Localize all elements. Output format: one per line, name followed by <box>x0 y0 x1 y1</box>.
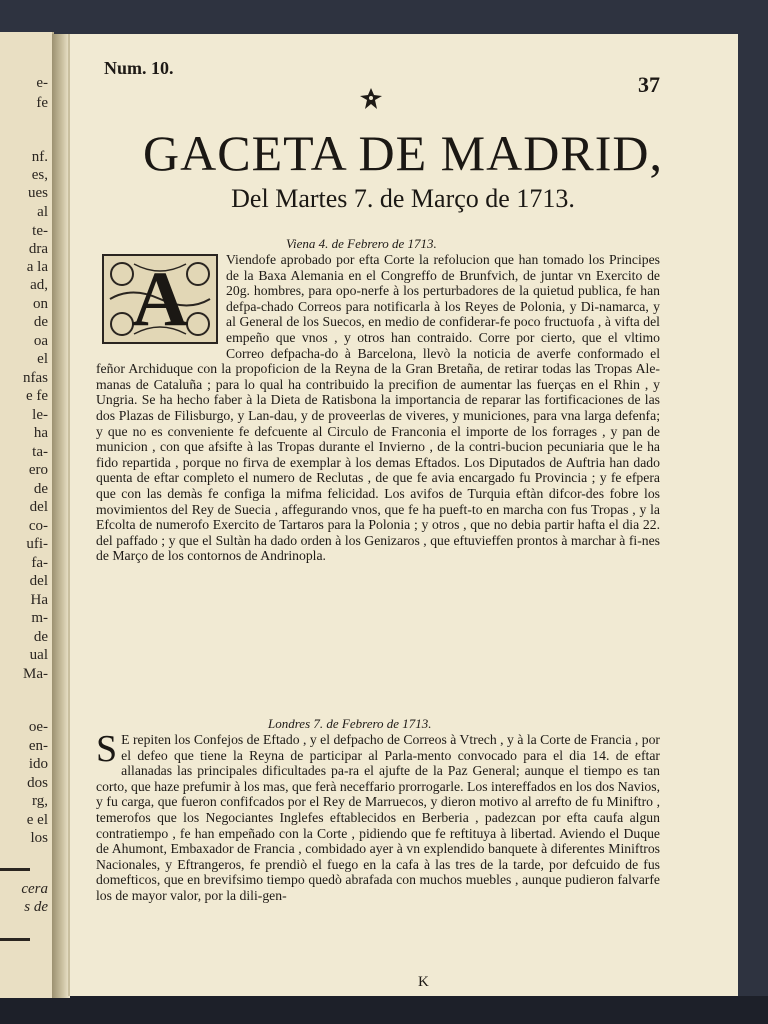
previous-page-edge <box>0 32 54 998</box>
article-body: Viendofe aprobado por efta Corte la refolucion que han tomado los Principes de la Baxa Alemania en el Congreffo de Brunfvich, de juntar vn Exercito de 20g. hombres, para opo-nerfe à los perturbadores de la quietud publica, fe han defpa-chado Correos para notificarla à los Reyes de Polonia, y Di-namarca, y al General de los Suecos, en medio de confiderar-fe poco fructuofa , à vifta del empeño que vnos , y otros han contraido. Corre por cierto, que el vltimo Correo defpacha-do à Barcelona, llevò la noticia de averfe conformado el feñor Archiduque con la propoficion de la Reyna de la Gran Bretaña, de retirar todas las Tropas Ale-manas de Cataluña ; para lo qual ha contribuido la precifion de aumentar las fuerças en el Rhin , y Ungria. Se ha hecho faber à la Dieta de Ratisbona la importancia de reparar las fortificaciones de las dos Plazas de Filisburgo, y Lan-dau, y de proveerlas de viveres, y municiones, para vna larga defenfa; y que no es conveniente fe defcuente al Circulo de Franconia el importe de los forrages , y pan de municion , con que afsifte à las Tropas durante el Invierno , de la contri-bucion pecuniaria que le ha fido repartida , porque no firva de exemplar à los demas Eftados. Los Diputados de Auftria han dado quenta de eftar completo el numero de Reclutas , de que fe avia encargado fu Provincia ; y fe efpera que con las demàs fe configa la mifma felicidad. Los avifos de Turquia eftàn difcor-des fobre los movimientos del Rey de Suecia , affegurando vnos, que fe ha pueft-to en marcha con fus Tropas , y la Efcolta de numerofo Exercito de Tartaros para la Polonia ; y otros , que no debia partir hafta el dia 22. del paffado ; y que el Sultàn ha dado orden à los Genizaros , que eftuvieffen prontos à marchar à fi-nes de Março de los contornos de Andrinopla. <box>96 252 660 564</box>
left-fragment: dra <box>28 241 48 257</box>
left-fragment: ad, <box>30 277 48 293</box>
left-fragment: ual <box>29 647 48 663</box>
left-fragment: del <box>29 499 48 515</box>
left-fragment: de <box>33 629 48 645</box>
left-fragment: del <box>29 573 48 589</box>
drop-cap-letter: A <box>131 255 189 342</box>
left-fragment: e- <box>36 75 48 91</box>
left-fragment: on <box>33 296 48 312</box>
dateline-vienna: Viena 4. de Febrero de 1713. <box>286 236 437 251</box>
left-fragment: ta- <box>32 444 48 460</box>
left-fragment: e fe <box>25 388 48 404</box>
left-fragment: en- <box>28 738 48 754</box>
left-fragment: oa <box>33 333 48 349</box>
left-fragment: a la <box>26 259 48 275</box>
left-fragment: ha <box>33 425 48 441</box>
left-fragment: de <box>33 314 48 330</box>
left-fragment: fa- <box>31 555 48 571</box>
left-fragment: nf. <box>31 149 48 165</box>
left-fragment: al <box>37 204 48 220</box>
left-fragment: de <box>33 481 48 497</box>
left-fragment: fe <box>36 95 48 111</box>
issue-date: Del Martes 7. de Março de 1713. <box>231 184 575 213</box>
rule-divider <box>0 868 30 871</box>
background-strip <box>0 996 768 1024</box>
article-body: E repiten los Confejos de Eftado , y el defpacho de Correos à Vtrech , y à la Corte de Francia , por el defeo que tiene la Reyna de participar al Parla-mento convocado para el dia 14. de eftar allanadas las principales dificultades pa-ra el ajufte de la Paz General; aunque el tiempo es tan corto, que haze prefumir à los mas, que ferà neceffario prorrogarle. Los intereffados en los dos Navios, y fu carga, que fueron confifcados por el Rey de Marruecos, y dieron motivo al arrefto de fu Miniftro , temerofos que los Negociantes Inglefes eftablecidos en Berberia , padezcan por efta caufa algun contratiempo , fe han empeñado con la Corte , pidiendo que fe reftituya à libertad. Aviendo el Duque de Ahumont, Embaxador de Francia , combidado ayer à vn explendido banquete à diferentes Miniftros Nacionales, y Eftrangeros, fe prendiò el fuego en la cafa à las tres de la tarde, por defcuido de fus domefticos, que en brevifsimo tiempo quedò abrafada con muchos muebles , aunque pudieron falvarfe los de mayor valor, por la dili-gen- <box>96 732 660 903</box>
gazette-page <box>68 34 738 996</box>
article-vienna <box>96 252 660 564</box>
left-fragment: ero <box>28 462 48 478</box>
masthead-title: GACETA DE MADRID, <box>143 125 663 181</box>
left-fragment: m- <box>31 610 48 626</box>
left-fragment: oe- <box>28 719 48 735</box>
left-fragment: dos <box>27 775 48 791</box>
left-fragment: co- <box>28 518 48 534</box>
issue-number: Num. 10. <box>104 58 174 78</box>
left-fragment: nfas <box>23 370 48 386</box>
left-fragment: e el <box>26 812 48 828</box>
drop-cap-letter: S <box>96 728 118 770</box>
left-fragment: el <box>37 351 48 367</box>
left-fragment: le- <box>32 407 48 423</box>
left-fragment: ido <box>28 756 48 772</box>
fleuron-icon <box>358 86 384 112</box>
left-fragment: los <box>30 830 48 846</box>
page-number: 37 <box>638 72 660 97</box>
ornamental-drop-cap <box>102 254 218 344</box>
left-fragment: ues <box>28 185 48 201</box>
left-fragment: te- <box>32 223 48 239</box>
left-fragment: es, <box>31 167 48 183</box>
left-fragment: Ma- <box>23 666 48 682</box>
signature-mark: K <box>418 974 429 990</box>
rule-divider <box>0 938 30 941</box>
dateline-london: Londres 7. de Febrero de 1713. <box>268 716 432 731</box>
left-fragment: rg, <box>32 793 48 809</box>
left-fragment: s de <box>24 899 48 915</box>
left-fragment: ufi- <box>26 536 48 552</box>
article-london <box>96 728 660 904</box>
left-fragment: cera <box>21 881 48 897</box>
left-fragment: Ha <box>30 592 48 608</box>
